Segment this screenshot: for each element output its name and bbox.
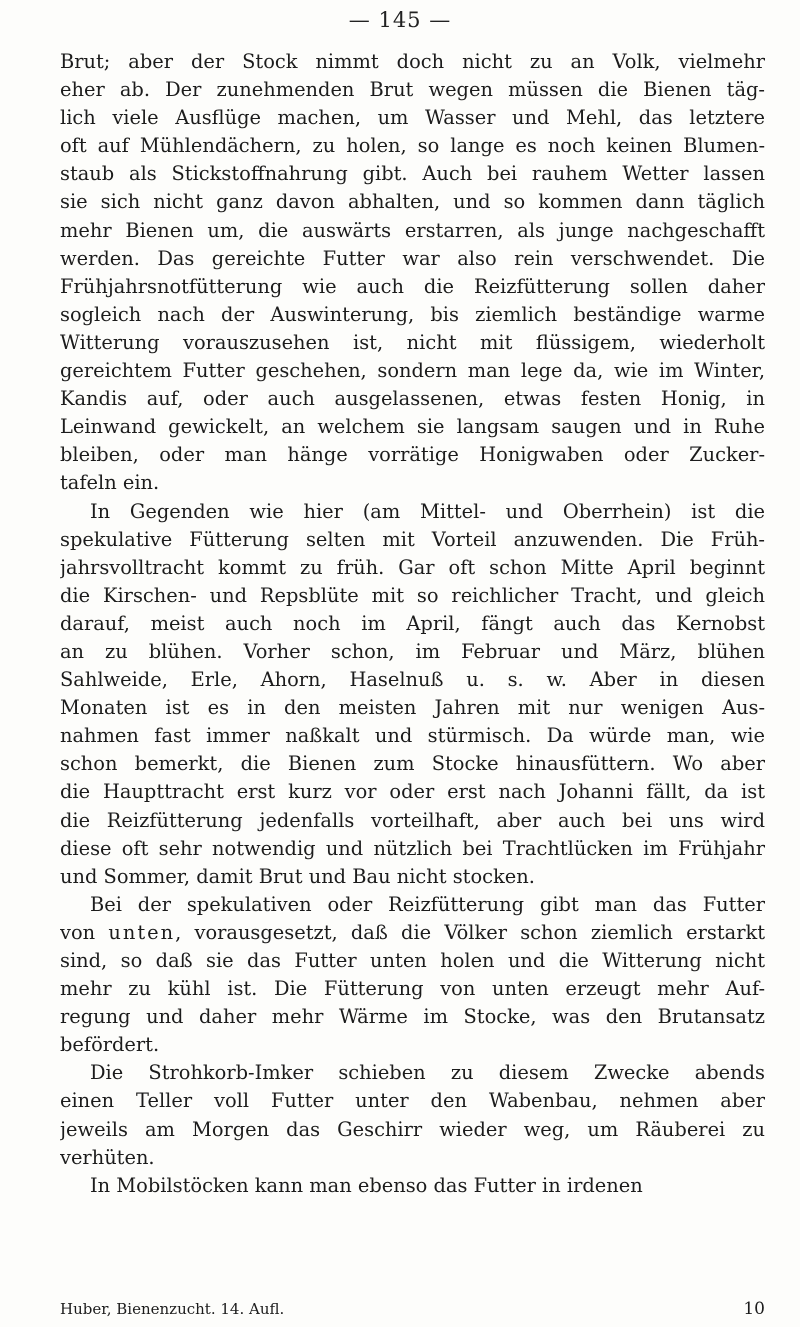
text-line: darauf, meist auch noch im April, fängt auch das Kernobst xyxy=(60,611,765,635)
text-line: sind, so daß sie das Futter unten holen und die Witterung nicht xyxy=(60,949,765,972)
text-line: Kandis auf, oder auch ausgelassenen, etwas festen Honig, in xyxy=(60,387,765,411)
text-line: regung und daher mehr Wärme im Stocke, was den Brutansatz xyxy=(60,1005,765,1029)
footer-source: Huber, Bienenzucht. 14. Aufl. xyxy=(60,1300,285,1318)
page-footer xyxy=(60,1297,765,1321)
page-body xyxy=(60,48,765,1200)
text-line: Bei der spekulativen oder Reizfütterung gibt man das Futter xyxy=(90,892,765,916)
text-line: eher ab. Der zunehmenden Brut wegen müssen die Bienen täg- xyxy=(60,78,765,102)
signature-mark: 10 xyxy=(743,1299,765,1319)
text-line: jahrsvolltracht kommt zu früh. Gar oft schon Mitte April beginnt xyxy=(60,555,765,579)
text-line: mehr Bienen um, die auswärts erstarren, als junge nachgeschafft xyxy=(60,218,765,242)
text-line: Leinwand gewickelt, an welchem sie langsam saugen und in Ruhe xyxy=(60,415,765,439)
emphasis: unten xyxy=(108,920,176,944)
text-line: sie sich nicht ganz davon abhalten, und so kommen dann täglich xyxy=(60,190,765,214)
text-line: an zu blühen. Vorher schon, im Februar und März, blühen xyxy=(60,639,765,663)
text-line: spekulative Fütterung selten mit Vorteil anzuwenden. Die Früh- xyxy=(60,527,765,551)
text-line: mehr zu kühl ist. Die Fütterung von unten erzeugt mehr Auf- xyxy=(60,977,765,1001)
text-line: von unten, vorausgesetzt, daß die Völker schon ziemlich erstarkt xyxy=(60,920,765,944)
text-line: und Sommer, damit Brut und Bau nicht stocken. xyxy=(60,864,535,888)
text-line: Brut; aber der Stock nimmt doch nicht zu an Volk, vielmehr xyxy=(60,50,765,73)
text-line: diese oft sehr notwendig und nützlich bei Trachtlücken im Frühjahr xyxy=(60,836,765,860)
text-line: tafeln ein. xyxy=(60,471,160,495)
text-line: schon bemerkt, die Bienen zum Stocke hinausfüttern. Wo aber xyxy=(60,752,765,776)
text-line: In Mobilstöcken kann man ebenso das Futter in irdenen xyxy=(90,1173,643,1197)
page-number: — 145 — xyxy=(348,8,452,32)
text-line: Monaten ist es in den meisten Jahren mit nur wenigen Aus- xyxy=(60,696,765,720)
text-line: gereichtem Futter geschehen, sondern man lege da, wie im Winter, xyxy=(60,359,765,383)
text-line: In Gegenden wie hier (am Mittel- und Oberrhein) ist die xyxy=(90,499,765,523)
text-line: bleiben, oder man hänge vorrätige Honigwaben oder Zucker- xyxy=(60,443,765,467)
text-line: Sahlweide, Erle, Ahorn, Haselnuß u. s. w. Aber in diesen xyxy=(60,668,765,692)
text-line: verhüten. xyxy=(60,1145,155,1169)
text-line: Frühjahrsnotfütterung wie auch die Reizfütterung sollen daher xyxy=(60,274,765,298)
text-line: sogleich nach der Auswinterung, bis ziemlich beständige warme xyxy=(60,302,765,326)
text-line: lich viele Ausflüge machen, um Wasser und Mehl, das letztere xyxy=(60,106,765,130)
text-line: die Kirschen- und Repsblüte mit so reichlicher Tracht, und gleich xyxy=(60,583,765,607)
text-line: Witterung vorauszusehen ist, nicht mit flüssigem, wiederholt xyxy=(60,330,765,354)
text-line: einen Teller voll Futter unter den Wabenbau, nehmen aber xyxy=(60,1089,765,1113)
text-line: oft auf Mühlendächern, zu holen, so lange es noch keinen Blumen- xyxy=(60,134,765,158)
text-line: die Reizfütterung jedenfalls vorteilhaft, aber auch bei uns wird xyxy=(60,808,765,832)
text-line: die Haupttracht erst kurz vor oder erst nach Johanni fällt, da ist xyxy=(60,780,765,804)
text-line: staub als Stickstoffnahrung gibt. Auch bei rauhem Wetter lassen xyxy=(60,162,765,186)
text-line: Die Strohkorb-Imker schieben zu diesem Zwecke abends xyxy=(90,1061,765,1085)
text-line: befördert. xyxy=(60,1033,160,1057)
text-line: jeweils am Morgen das Geschirr wieder weg, um Räuberei zu xyxy=(60,1117,765,1141)
text-line: werden. Das gereichte Futter war also rein verschwendet. Die xyxy=(60,246,765,270)
text-line: nahmen fast immer naßkalt und stürmisch. Da würde man, wie xyxy=(60,724,765,748)
